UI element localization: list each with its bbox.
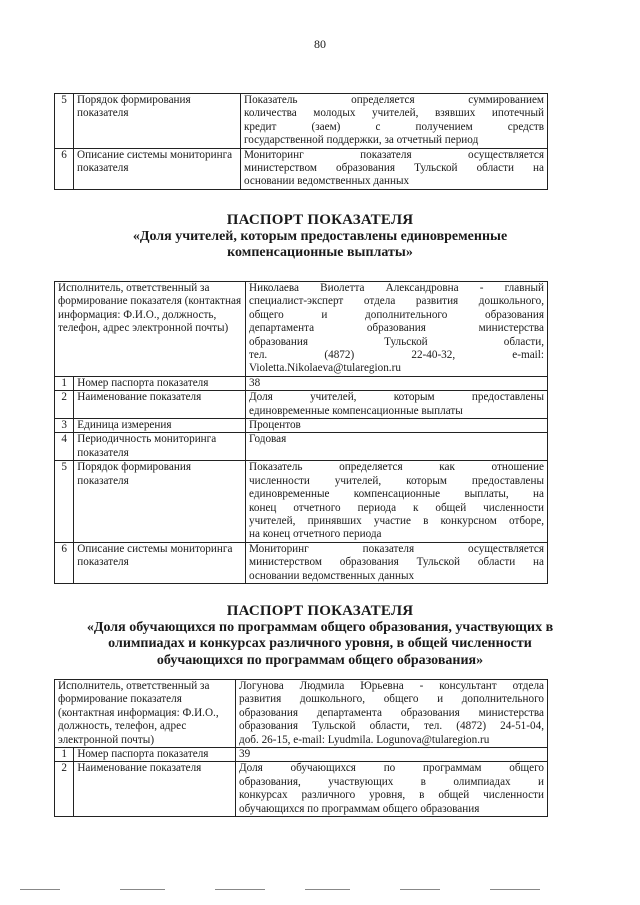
scan-artifact bbox=[215, 889, 265, 890]
scan-artifact bbox=[400, 889, 440, 890]
passport2-table bbox=[54, 679, 548, 817]
value-line: Мониторинг показателя осуществляется bbox=[244, 148, 544, 161]
value-line: Логунова Людмила Юрьевна - консультант отдела bbox=[239, 680, 544, 692]
value-line: единовременные компенсационные выплаты, на bbox=[249, 488, 544, 501]
row-number: 5 bbox=[55, 94, 74, 149]
row-value bbox=[241, 94, 548, 149]
table-row bbox=[55, 748, 548, 762]
row-value bbox=[246, 391, 548, 419]
executor-value bbox=[236, 680, 548, 748]
passport1-subtitle bbox=[0, 229, 640, 262]
value-line: Показатель определяется суммированием bbox=[244, 94, 544, 106]
value-line: основании ведомственных данных bbox=[249, 569, 415, 582]
value-line: специалист-эксперт отдела развития дошкольного, bbox=[249, 295, 544, 308]
value-line: тел. (4872) 22-40-32, e-mail: bbox=[249, 349, 544, 362]
row-label: Наименование показателя bbox=[74, 762, 236, 817]
value-line: государственной поддержки, за отчетный период bbox=[244, 134, 479, 147]
table-row bbox=[55, 376, 548, 390]
row-label: Описание системы мониторинга показателя bbox=[74, 542, 246, 583]
value-line: учителей, принявших участие в конкурсном отборе, bbox=[249, 514, 544, 527]
value-line: Мониторинг показателя осуществляется bbox=[249, 542, 544, 555]
row-number: 1 bbox=[55, 376, 74, 390]
value-line: основании ведомственных данных bbox=[244, 175, 410, 188]
row-label: Наименование показателя bbox=[74, 391, 246, 419]
value-line: Годовая bbox=[249, 433, 287, 446]
row-label: Порядок формирования показателя bbox=[74, 94, 241, 149]
scan-artifact bbox=[20, 889, 60, 890]
value-line: министерством образования Тульской области на bbox=[244, 162, 544, 175]
row-value bbox=[246, 542, 548, 583]
subtitle-line: олимпиадах и конкурсах различного уровня, в общей численности bbox=[108, 636, 532, 652]
value-line: доб. 26-15, e-mail: Lyudmila. Logunova@tularegion.ru bbox=[239, 733, 490, 746]
value-line: Violetta.Nikolaeva@tularegion.ru bbox=[249, 362, 401, 375]
table-row bbox=[55, 762, 548, 817]
value-line: кредит (заем) с получением средств bbox=[244, 120, 544, 133]
value-line: Показатель определяется как отношение bbox=[249, 461, 544, 474]
value-line: развития дошкольного, общего и дополнительного bbox=[239, 693, 544, 706]
row-value bbox=[246, 419, 548, 433]
value-line: на конец отчетного периода bbox=[249, 528, 382, 541]
row-label: Номер паспорта показателя bbox=[74, 748, 236, 762]
row-label: Порядок формирования показателя bbox=[74, 461, 246, 542]
subtitle-line: «Доля обучающихся по программам общего образования, участвующих в bbox=[86, 619, 554, 635]
value-line: обучающихся по программам общего образования bbox=[239, 802, 480, 815]
value-line: министерством образования Тульской области на bbox=[249, 556, 544, 569]
table-row bbox=[55, 542, 548, 583]
row-value bbox=[236, 762, 548, 817]
table-row bbox=[55, 391, 548, 419]
row-value bbox=[241, 148, 548, 189]
subtitle-line: «Доля учителей, которым предоставлены единовременные bbox=[132, 228, 508, 244]
executor-row bbox=[55, 282, 548, 377]
row-value bbox=[246, 461, 548, 542]
row-value bbox=[246, 376, 548, 390]
value-line: образования департамента образования министерства bbox=[239, 706, 544, 719]
value-line: количества молодых учителей, взявших ипотечный bbox=[244, 107, 544, 120]
row-label: Периодичность мониторинга показателя bbox=[74, 433, 246, 461]
table-row bbox=[55, 148, 548, 189]
value-line: департамента образования министерства bbox=[249, 322, 544, 335]
row-number: 5 bbox=[55, 461, 74, 542]
row-label: Номер паспорта показателя bbox=[74, 376, 246, 390]
subtitle-line: обучающихся по программам общего образования» bbox=[156, 652, 484, 668]
value-line: 38 bbox=[249, 376, 261, 389]
passport1-table bbox=[54, 281, 548, 584]
executor-label: Исполнитель, ответственный за формирование показателя (контактная информация: Ф.И.О., должность, телефон, адрес электронной почты) bbox=[55, 282, 246, 377]
row-number: 2 bbox=[55, 391, 74, 419]
executor-value bbox=[246, 282, 548, 377]
executor-label: Исполнитель, ответственный за формирование показателя (контактная информация: Ф.И.О., должность, телефон, адрес электронной почты) bbox=[55, 680, 236, 748]
passport1-title bbox=[0, 212, 640, 262]
row-number: 3 bbox=[55, 419, 74, 433]
table-row bbox=[55, 433, 548, 461]
value-line: конец отчетного периода к общей численности bbox=[249, 501, 544, 514]
value-line: Процентов bbox=[249, 419, 301, 432]
value-line: Николаева Виолетта Александровна - главный bbox=[249, 282, 544, 294]
value-line: образования Тульской области, тел. (4872) 24-51-04, bbox=[239, 720, 544, 733]
row-number: 6 bbox=[55, 148, 74, 189]
passport2-title bbox=[0, 603, 640, 669]
subtitle-line: компенсационные выплаты» bbox=[227, 245, 413, 261]
value-line: единовременные компенсационные выплаты bbox=[249, 404, 463, 417]
row-label: Единица измерения bbox=[74, 419, 246, 433]
table-row bbox=[55, 461, 548, 542]
value-line: Доля учителей, которым предоставлены bbox=[249, 391, 544, 404]
scan-artifact bbox=[490, 889, 540, 890]
row-number: 1 bbox=[55, 748, 74, 762]
value-line: численности учителей, которым предоставлены bbox=[249, 474, 544, 487]
passport2-subtitle bbox=[0, 620, 640, 670]
value-line: Доля обучающихся по программам общего bbox=[239, 762, 544, 775]
top-table bbox=[54, 93, 548, 190]
executor-row bbox=[55, 680, 548, 748]
value-line: образования Тульской области, bbox=[249, 335, 544, 348]
row-value bbox=[236, 748, 548, 762]
value-line: образования, участвующих в олимпиадах и bbox=[239, 775, 544, 788]
row-number: 4 bbox=[55, 433, 74, 461]
row-number: 2 bbox=[55, 762, 74, 817]
row-number: 6 bbox=[55, 542, 74, 583]
row-label: Описание системы мониторинга показателя bbox=[74, 148, 241, 189]
passport2-heading: ПАСПОРТ ПОКАЗАТЕЛЯ bbox=[226, 603, 414, 619]
scan-artifact bbox=[120, 889, 165, 890]
value-line: общего и дополнительного образования bbox=[249, 308, 544, 321]
table-row bbox=[55, 419, 548, 433]
scan-artifact bbox=[305, 889, 350, 890]
page-number: 80 bbox=[314, 37, 326, 51]
table-row bbox=[55, 94, 548, 149]
passport1-heading: ПАСПОРТ ПОКАЗАТЕЛЯ bbox=[226, 212, 414, 228]
value-line: 39 bbox=[239, 748, 251, 761]
value-line: конкурсах различного уровня, в общей численности bbox=[239, 789, 544, 802]
row-value bbox=[246, 433, 548, 461]
